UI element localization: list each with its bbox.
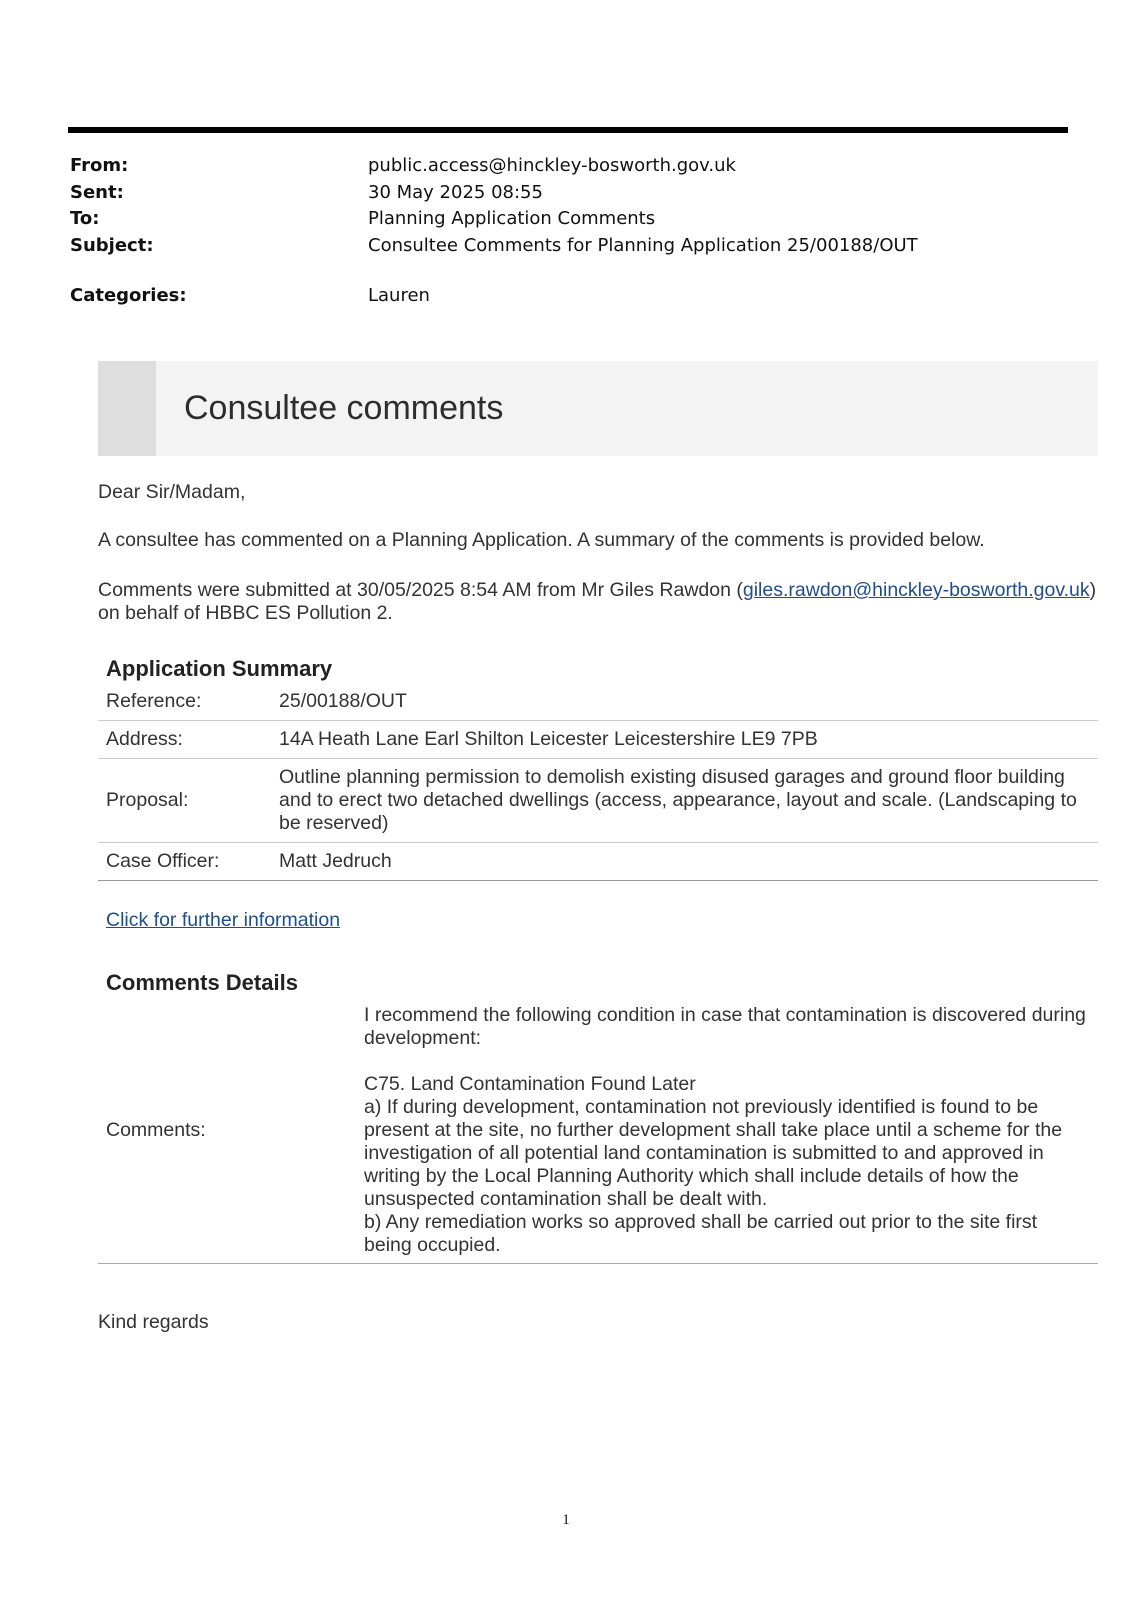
subject-label: Subject: (70, 234, 154, 256)
categories-value: Lauren (368, 285, 430, 306)
header-rule (68, 127, 1068, 133)
comments-row (98, 1002, 1098, 1264)
reference-row (98, 688, 1098, 721)
comments-label: Comments: (106, 1119, 206, 1141)
to-value: Planning Application Comments (368, 208, 656, 229)
proposal-value: Outline planning permission to demolish existing disused garages and ground floor building and to erect two detached dwellings (access, appearance, layout and scale. (Landscaping to be reserved) (279, 766, 1077, 834)
categories-row (70, 283, 1030, 310)
to-row (70, 206, 1030, 233)
further-info-paragraph (98, 909, 1098, 932)
to-label: To: (70, 208, 100, 229)
condition-b: b) Any remediation works so approved shall be carried out prior to the site first being occupied. (364, 1211, 1038, 1256)
sent-row (70, 180, 1030, 207)
reference-value: 25/00188/OUT (279, 690, 407, 712)
case-officer-row (98, 843, 1098, 881)
sent-label: Sent: (70, 181, 124, 203)
submission-paragraph (98, 579, 1098, 625)
categories-label: Categories: (70, 285, 187, 306)
consultee-banner (98, 361, 1098, 456)
from-value: public.access@hinckley-bosworth.gov.uk (368, 155, 736, 176)
comments-text (356, 1002, 1098, 1264)
sent-value: 30 May 2025 08:55 (368, 181, 543, 203)
banner-accent-bar (98, 361, 156, 456)
comment-intro: I recommend the following condition in case that contamination is discovered during development: (364, 1004, 1086, 1049)
email-header (70, 153, 1030, 310)
proposal-row (98, 759, 1098, 843)
case-officer-label: Case Officer: (106, 850, 220, 872)
closing: Kind regards (98, 1311, 209, 1333)
greeting: Dear Sir/Madam, (98, 481, 246, 503)
case-officer-value: Matt Jedruch (279, 850, 392, 872)
page-number: 1 (562, 1512, 570, 1528)
banner-title: Consultee comments (184, 389, 504, 427)
subject-row (70, 233, 1030, 260)
submission-prefix: Comments were submitted at 30/05/2025 8:54 AM from Mr Giles Rawdon ( (98, 579, 743, 601)
address-value: 14A Heath Lane Earl Shilton Leicester Leicestershire LE9 7PB (279, 728, 818, 750)
submission-suffix: ) on behalf of HBBC ES Pollution 2. (98, 579, 1097, 624)
address-label: Address: (106, 728, 183, 750)
comments-details-table (98, 1002, 1098, 1264)
application-summary-table (98, 688, 1098, 881)
from-row (70, 153, 1030, 180)
condition-title: C75. Land Contamination Found Later (364, 1073, 696, 1095)
application-summary-heading: Application Summary (106, 656, 333, 681)
intro-paragraph: A consultee has commented on a Planning Application. A summary of the comments is provided below. (98, 529, 985, 551)
subject-value: Consultee Comments for Planning Application 25/00188/OUT (368, 234, 918, 256)
proposal-label: Proposal: (106, 789, 189, 811)
consultee-email-link[interactable]: giles.rawdon@hinckley-bosworth.gov.uk (742, 579, 1090, 601)
condition-a: a) If during development, contamination not previously identified is found to be present at the site, no further development shall take place until a scheme for the investigation of all potential land contamination is submitted to and approved in writing by the Local Planning Authority which shall include details of how the unsuspected contamination shall be dealt with. (364, 1096, 1063, 1210)
reference-label: Reference: (106, 690, 202, 712)
address-row (98, 721, 1098, 759)
comments-details-heading: Comments Details (106, 970, 298, 995)
from-label: From: (70, 155, 129, 176)
email-body (98, 481, 1098, 1334)
further-info-link[interactable]: Click for further information (106, 909, 341, 931)
